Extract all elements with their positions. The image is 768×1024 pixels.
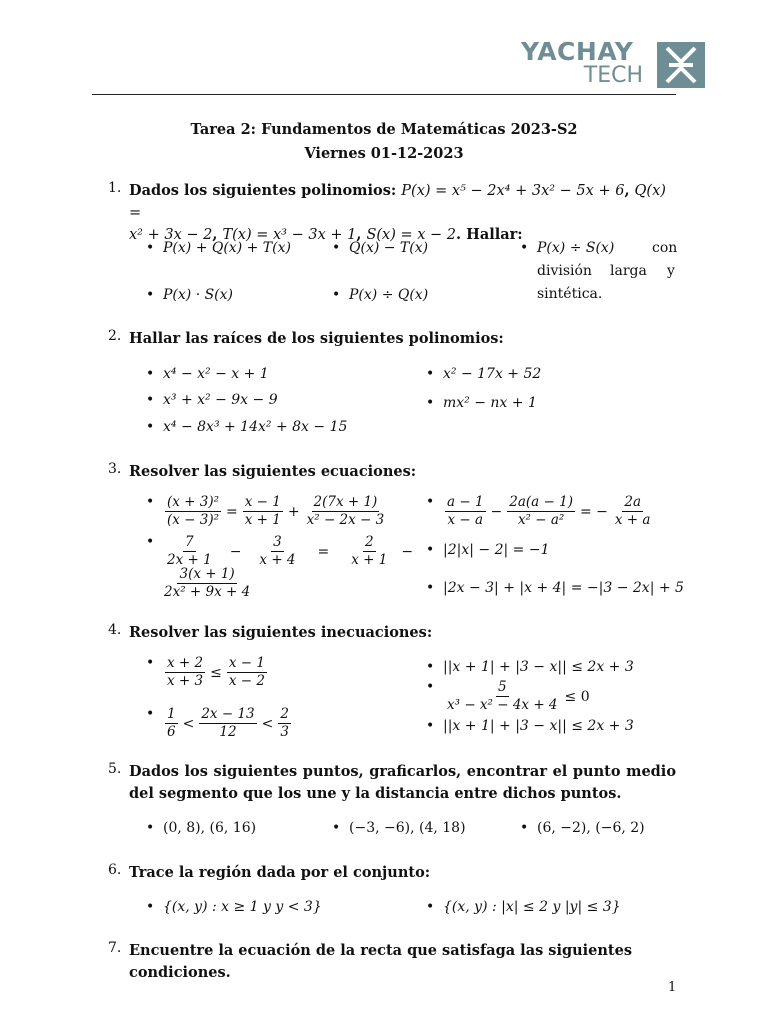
question-text: Trace la región dada por el conjunto:: [129, 864, 431, 881]
fraction: $\frac{x - 1}{x - 2}$: [228, 655, 265, 689]
document-title: Tarea 2: Fundamentos de Matemáticas 2023-S2: [190, 121, 578, 138]
question-number: 1.: [108, 180, 122, 196]
q4-inequation-5: • ||x + 1| + |3 − x|| ≤ 2x + 3: [443, 718, 634, 734]
fraction: $\frac{3}{x + 4}$: [259, 534, 296, 568]
q2-item-4: • mx² − nx + 1: [443, 395, 537, 411]
question-number: 3.: [108, 461, 122, 477]
fraction: $\frac{2x - 13}{12}$: [201, 706, 255, 740]
q2-item-3: • x³ + x² − 9x − 9: [163, 392, 278, 408]
q4-inequation-3: • $\frac{5}{\text{x³ − x² − 4x + 4}}$ ≤ 0: [443, 679, 593, 714]
q5-item-3: • (6, −2), (−6, 2): [537, 820, 645, 836]
question-number: 4.: [108, 622, 122, 638]
q1-item-3-division: división: [537, 263, 592, 279]
q3-equation-1: • $\frac{\text{(x + 3)²}}{\text{(x − 3)²}}$ = $\frac{x - 1}{x + 1}$ + $\frac{2(7x + 1)}{\text{x² − 2x − 3}}$: [163, 494, 388, 529]
fraction: • $\frac{1}{6}$: [167, 706, 176, 740]
q1-item-2: • Q(x) − T(x): [349, 240, 428, 256]
q1-item-3-con: con: [652, 240, 678, 256]
q1-item-4: • P(x) · S(x): [163, 287, 233, 303]
q2-item-1: • x⁴ − x² − x + 1: [163, 366, 269, 382]
logo-mark-icon: [657, 42, 705, 88]
q3-equation-5: • |2x − 3| + |x + 4| = −|3 − 2x| + 5: [443, 580, 684, 596]
q2-item-2: • x² − 17x + 52: [443, 366, 541, 382]
q2-item-5: • x⁴ − 8x³ + 14x² + 8x − 15: [163, 419, 347, 435]
fraction: • $\frac{7}{2x + 1}$: [167, 534, 212, 568]
q1-item-3-y: y: [667, 263, 675, 279]
page-number: 1: [668, 980, 677, 995]
fraction: $\frac{2(7x + 1)}{\text{x² − 2x − 3}}$: [306, 494, 385, 528]
fraction: $\frac{2}{3}$: [280, 706, 289, 740]
header-rule: [92, 94, 676, 95]
q1-item-5: • P(x) ÷ Q(x): [349, 287, 428, 303]
logo-line2: TECH: [583, 63, 643, 88]
q3-equation-2: • $\frac{a - 1}{x - a}$ − $\frac{2a(a - 1)}{\text{x² − a²}}$ = − $\frac{2a}{x + a}$: [443, 494, 654, 529]
question-number: 2.: [108, 328, 122, 344]
question-text: Dados los siguientes polinomios: P(x) = x⁵ − 2x⁴ + 3x² − 5x + 6, Q(x) = x² + 3x − 2, T(x) = x³ − 3x + 1, S(x) = x − 2. Hallar:: [129, 182, 666, 243]
fraction: $\frac{3(x + 1)}{\text{2x² + 9x + 4}}$: [164, 566, 251, 600]
question-number: 7.: [108, 940, 122, 956]
q1-item-3: • P(x) ÷ S(x): [537, 240, 614, 256]
q4-inequation-4: • $\frac{1}{6}$ < $\frac{2x - 13}{12}$ < $\frac{2}{3}$: [163, 706, 293, 741]
q1-lead: Dados los siguientes polinomios:: [129, 182, 397, 199]
q1-item-1: • P(x) + Q(x) + T(x): [163, 240, 291, 256]
q1-poly-s: S(x) = x − 2: [366, 227, 457, 243]
fraction: • $\frac{a - 1}{x - a}$: [447, 494, 484, 528]
logo-line1: YACHAY: [521, 37, 634, 66]
logo-wordmark: [521, 37, 651, 88]
q6-item-2: • {(x, y) : |x| ≤ 2 y |y| ≤ 3}: [443, 899, 621, 915]
fraction: • $\frac{\text{(x + 3)²}}{\text{(x − 3)²}}$: [167, 494, 220, 528]
fraction: $\frac{2a}{x + a}$: [614, 494, 651, 528]
fraction: $\frac{2}{x + 1}$: [351, 534, 388, 568]
q1-poly-q: Q(x) =: [129, 183, 666, 221]
question-number: 5.: [108, 761, 122, 777]
fraction: • $\frac{x + 2}{x + 3}$: [167, 655, 204, 689]
q1-poly-q2: x² + 3x − 2: [129, 227, 213, 243]
fraction: $\frac{2a(a - 1)}{\text{x² − a²}}$: [509, 494, 573, 528]
question-text: Dados los siguientes puntos, graficarlos, encontrar el punto medio del segmento que los une y la distancia entre dichos puntos.: [129, 763, 676, 802]
q1-item-3-larga: larga: [610, 263, 647, 279]
q3-equation-4: • |2|x| − 2| = −1: [443, 542, 549, 558]
q1-poly-p: P(x) = x⁵ − 2x⁴ + 3x² − 5x + 6: [401, 183, 625, 199]
question-text: Resolver las siguientes inecuaciones:: [129, 624, 433, 641]
q1-hallar: Hallar:: [466, 226, 523, 243]
q5-item-1: • (0, 8), (6, 16): [163, 820, 256, 836]
q1-poly-t: T(x) = x³ − 3x + 1: [222, 227, 357, 243]
question-text: Encuentre la ecuación de la recta que satisfaga las siguientes condiciones.: [129, 942, 633, 981]
q3-equation-3-tail: [160, 566, 254, 601]
fraction: • $\frac{5}{\text{x³ − x² − 4x + 4}}$: [447, 679, 558, 713]
q1-item-3-sintetica: sintética.: [537, 286, 603, 302]
question-number: 6.: [108, 862, 122, 878]
fraction: $\frac{x - 1}{x + 1}$: [244, 494, 281, 528]
document-date: Viernes 01-12-2023: [304, 145, 464, 162]
q3-equation-3: • $\frac{7}{2x + 1}$ − $\frac{3}{x + 4}$ = $\frac{2}{x + 1}$ −: [163, 534, 423, 569]
q5-item-2: • (−3, −6), (4, 18): [349, 820, 466, 836]
q6-item-1: • {(x, y) : x ≥ 1 y y < 3}: [163, 899, 322, 915]
q4-inequation-2: • ||x + 1| + |3 − x|| ≤ 2x + 3: [443, 659, 634, 675]
question-text: Hallar las raíces de los siguientes polinomios:: [129, 330, 504, 347]
q4-inequation-1: • $\frac{x + 2}{x + 3}$ ≤ $\frac{x - 1}{x - 2}$: [163, 655, 269, 690]
question-text: Resolver las siguientes ecuaciones:: [129, 463, 417, 480]
